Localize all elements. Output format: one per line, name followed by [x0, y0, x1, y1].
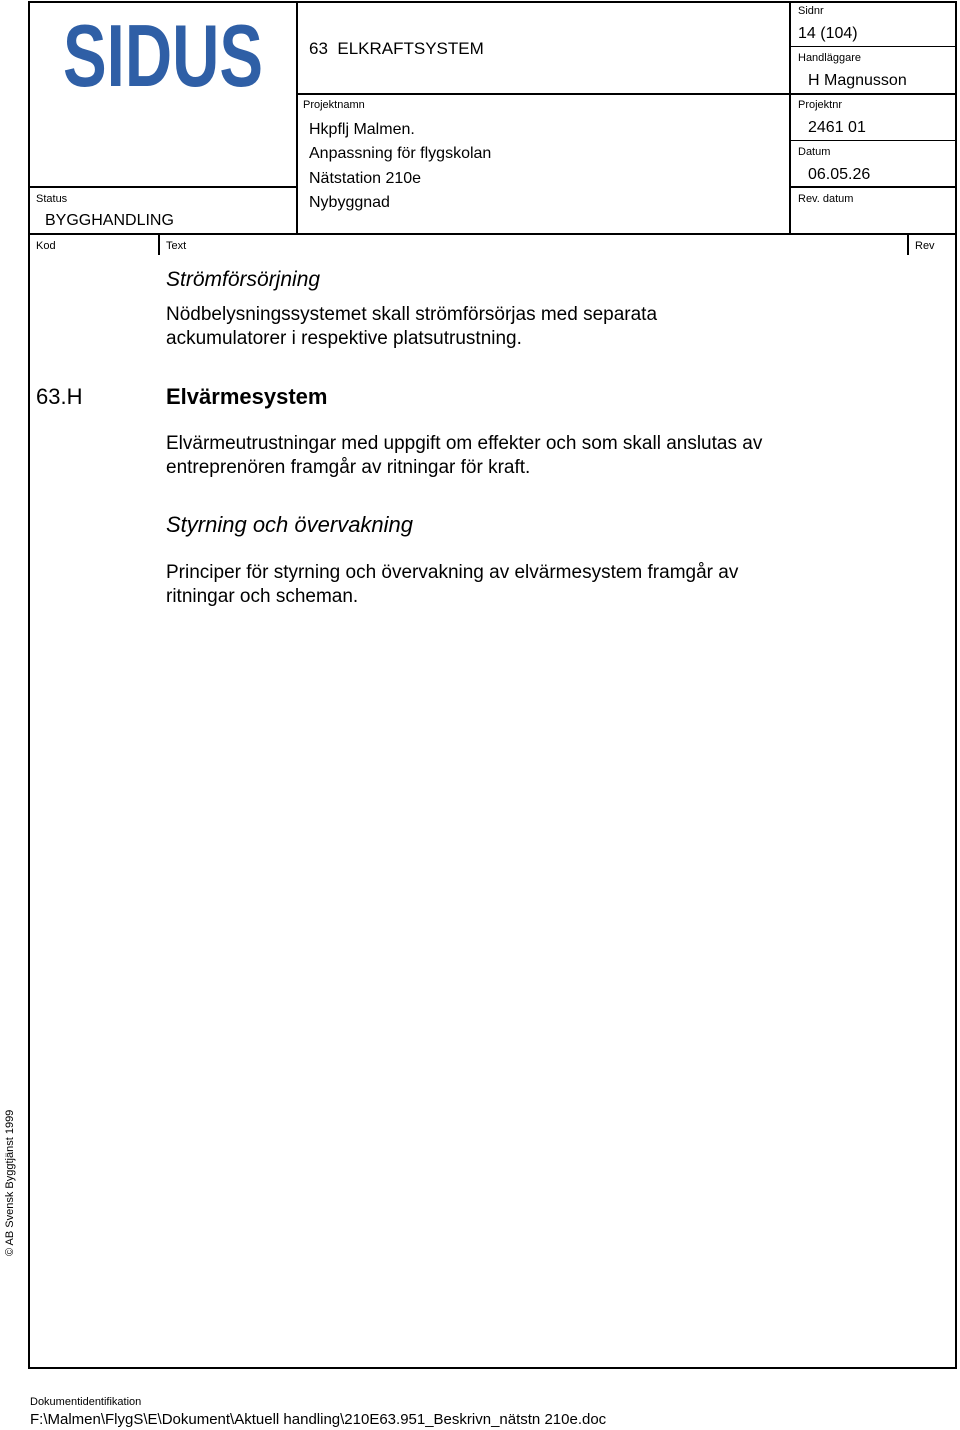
title-rule: [296, 93, 790, 95]
right-rule-3: [790, 140, 957, 141]
copyright-notice: © AB Svensk Byggtjänst 1999: [4, 1109, 16, 1256]
header-bottom-rule: [28, 233, 957, 235]
section-title: 63 ELKRAFTSYSTEM: [309, 39, 484, 58]
right-rule-1: [790, 46, 957, 47]
s1-line-2: ackumulatorer i respektive platsutrustning.: [166, 328, 522, 349]
s3-line-2: ritningar och scheman.: [166, 586, 359, 607]
col-kod-label: Kod: [36, 240, 56, 252]
sidnr-value: 14 (104): [798, 25, 858, 42]
col-text-label: Text: [166, 240, 187, 252]
page-frame: [28, 1, 957, 1369]
doc-path: F:\Malmen\FlygS\E\Dokument\Aktuell handling\210E63.951_Beskrivn_nätstn 210e.doc: [30, 1411, 607, 1428]
right-rule-2: [790, 93, 957, 95]
projektnr-label: Projektnr: [798, 99, 843, 111]
status-label: Status: [36, 193, 68, 205]
projektnamn-label: Projektnamn: [303, 99, 365, 111]
s1-line-1: Nödbelysningssystemet skall strömförsörjas med separata: [166, 304, 658, 325]
col-sep-kod: [158, 235, 160, 255]
projektnamn-line-1: Hkpflj Malmen.: [309, 121, 415, 138]
datum-label: Datum: [798, 146, 831, 158]
handlaggare-label: Handläggare: [798, 52, 861, 64]
logo-text: SIDUS: [63, 6, 263, 105]
sidus-logo: [62, 6, 264, 105]
right-rule-4: [790, 186, 957, 188]
projektnamn-line-4: Nybyggnad: [309, 194, 390, 211]
status-value: BYGGHANDLING: [45, 212, 174, 229]
heading-stromforsorjning: Strömförsörjning: [166, 268, 321, 291]
heading-elvarmesystem: Elvärmesystem: [166, 384, 328, 409]
projektnamn-line-3: Nätstation 210e: [309, 170, 422, 187]
header-divider-left: [296, 1, 298, 235]
heading-styrning: Styrning och övervakning: [166, 512, 414, 537]
s2-line-2: entreprenören framgår av ritningar för kraft.: [166, 457, 531, 478]
sidnr-label: Sidnr: [798, 5, 824, 17]
col-rev-label: Rev: [915, 240, 935, 252]
projektnamn-line-2: Anpassning för flygskolan: [309, 145, 492, 162]
doc-id-label: Dokumentidentifikation: [30, 1396, 142, 1408]
revdatum-label: Rev. datum: [798, 193, 854, 205]
s3-line-1: Principer för styrning och övervakning av elvärmesystem framgår av: [166, 562, 739, 583]
projektnr-value: 2461 01: [808, 119, 866, 136]
header-divider-right: [789, 1, 791, 235]
datum-value: 06.05.26: [808, 166, 871, 183]
status-rule: [28, 186, 296, 188]
section-code: 63.H: [36, 384, 83, 409]
s2-line-1: Elvärmeutrustningar med uppgift om effekter och som skall anslutas av: [166, 433, 763, 454]
handlaggare-value: H Magnusson: [808, 72, 907, 89]
col-sep-rev: [907, 235, 909, 255]
